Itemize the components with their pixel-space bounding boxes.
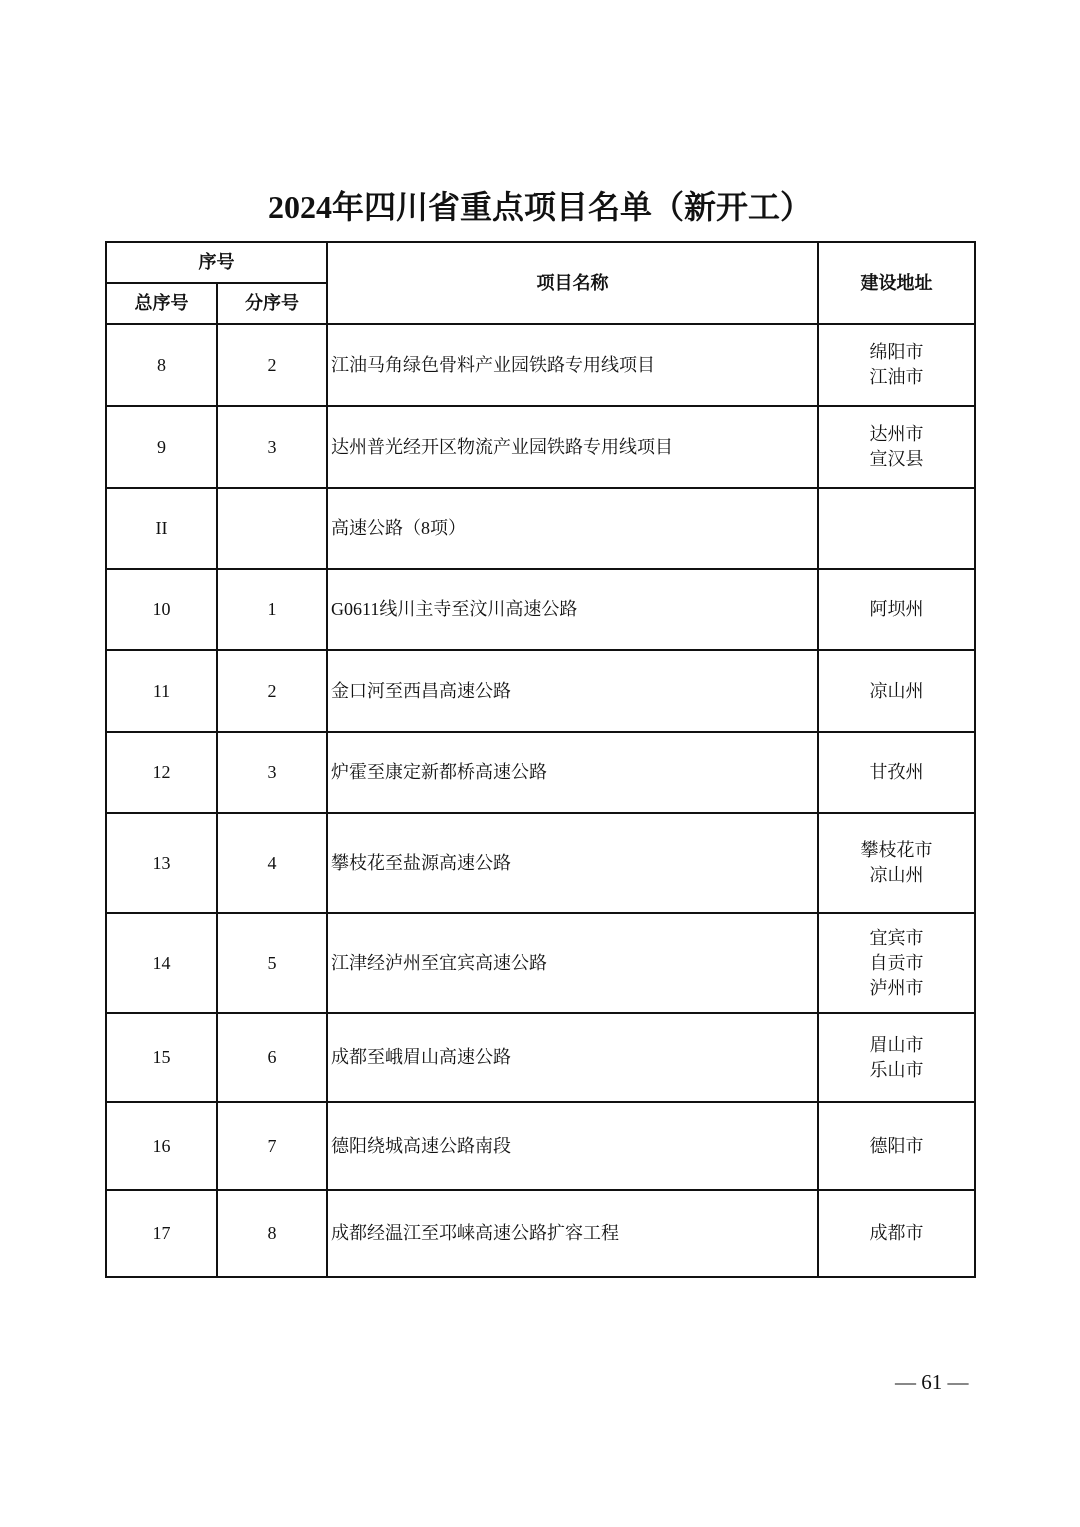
location-line: 眉山市 <box>869 1034 924 1055</box>
sub-seq-cell: 6 <box>217 1013 327 1102</box>
document-title: 2024年四川省重点项目名单（新开工） <box>267 189 812 225</box>
header-seq: 序号 <box>106 242 327 283</box>
table-row <box>106 813 975 913</box>
location-cell <box>818 1102 975 1190</box>
sub-seq-cell: 1 <box>217 569 327 650</box>
location-cell <box>818 1190 975 1277</box>
location-cell <box>818 650 975 732</box>
project-name-cell: 江油马角绿色骨料产业园铁路专用线项目 <box>327 324 818 406</box>
total-seq-cell: 10 <box>106 569 217 650</box>
location-cell <box>818 813 975 913</box>
total-seq-cell: 14 <box>106 913 217 1013</box>
sub-seq-cell: 2 <box>217 650 327 732</box>
total-seq-cell: 12 <box>106 732 217 813</box>
location-cell <box>818 732 975 813</box>
project-name-cell: 江津经泸州至宜宾高速公路 <box>327 913 818 1013</box>
total-seq-cell: 17 <box>106 1190 217 1277</box>
table-row <box>106 569 975 650</box>
location-line: 泸州市 <box>869 977 924 998</box>
total-seq-cell: 11 <box>106 650 217 732</box>
project-name-cell: 攀枝花至盐源高速公路 <box>327 813 818 913</box>
total-seq-cell: 9 <box>106 406 217 488</box>
location-cell <box>818 569 975 650</box>
location-cell <box>818 406 975 488</box>
table-row <box>106 406 975 488</box>
project-name-cell: 达州普光经开区物流产业园铁路专用线项目 <box>327 406 818 488</box>
project-name-cell: 金口河至西昌高速公路 <box>327 650 818 732</box>
project-name-cell: 高速公路（8项） <box>327 488 818 569</box>
total-seq-cell: II <box>106 488 217 569</box>
location-line: 阿坝州 <box>869 599 924 619</box>
location-cell <box>818 913 975 1013</box>
table-row <box>106 324 975 406</box>
header-total-seq: 总序号 <box>106 283 217 324</box>
sub-seq-cell: 3 <box>217 732 327 813</box>
total-seq-cell: 8 <box>106 324 217 406</box>
table-row <box>106 913 975 1013</box>
sub-seq-cell: 3 <box>217 406 327 488</box>
location-line: 达州市 <box>869 424 924 444</box>
table-row <box>106 1102 975 1190</box>
sub-seq-cell: 7 <box>217 1102 327 1190</box>
total-seq-cell: 16 <box>106 1102 217 1190</box>
total-seq-cell: 13 <box>106 813 217 913</box>
project-name-cell: 炉霍至康定新都桥高速公路 <box>327 732 818 813</box>
project-name-cell: 德阳绕城高速公路南段 <box>327 1102 818 1190</box>
project-name-cell: G0611线川主寺至汶川高速公路 <box>327 569 818 650</box>
table-row <box>106 1190 975 1277</box>
location-line: 凉山州 <box>869 865 924 885</box>
sub-seq-cell: 2 <box>217 324 327 406</box>
total-seq-cell: 15 <box>106 1013 217 1102</box>
sub-seq-cell: 4 <box>217 813 327 913</box>
sub-seq-cell: 5 <box>217 913 327 1013</box>
table-row <box>106 1013 975 1102</box>
project-name-cell: 成都至峨眉山高速公路 <box>327 1013 818 1102</box>
table-row <box>106 650 975 732</box>
header-project-name: 项目名称 <box>327 242 818 324</box>
page-number: — 61 — <box>895 1370 969 1394</box>
location-line: 乐山市 <box>869 1059 924 1080</box>
table-row <box>106 488 975 569</box>
sub-seq-cell: 8 <box>217 1190 327 1277</box>
location-line: 江油市 <box>869 367 924 387</box>
location-line: 甘孜州 <box>869 762 924 782</box>
header-location: 建设地址 <box>818 242 975 324</box>
sub-seq-cell <box>217 488 327 569</box>
project-name-cell: 成都经温江至邛崃高速公路扩容工程 <box>327 1190 818 1277</box>
location-cell <box>818 324 975 406</box>
project-table <box>105 241 976 1278</box>
location-line: 绵阳市 <box>869 342 924 362</box>
location-cell <box>818 488 975 569</box>
location-line: 德阳市 <box>869 1135 924 1156</box>
location-cell <box>818 1013 975 1102</box>
location-line: 自贡市 <box>869 952 924 973</box>
header-sub-seq: 分序号 <box>217 283 327 324</box>
location-line: 宜宾市 <box>869 927 924 948</box>
location-line: 凉山州 <box>869 680 924 701</box>
location-line: 攀枝花市 <box>860 840 933 860</box>
location-line: 成都市 <box>869 1223 924 1243</box>
table-row <box>106 732 975 813</box>
location-line: 宣汉县 <box>869 449 924 469</box>
